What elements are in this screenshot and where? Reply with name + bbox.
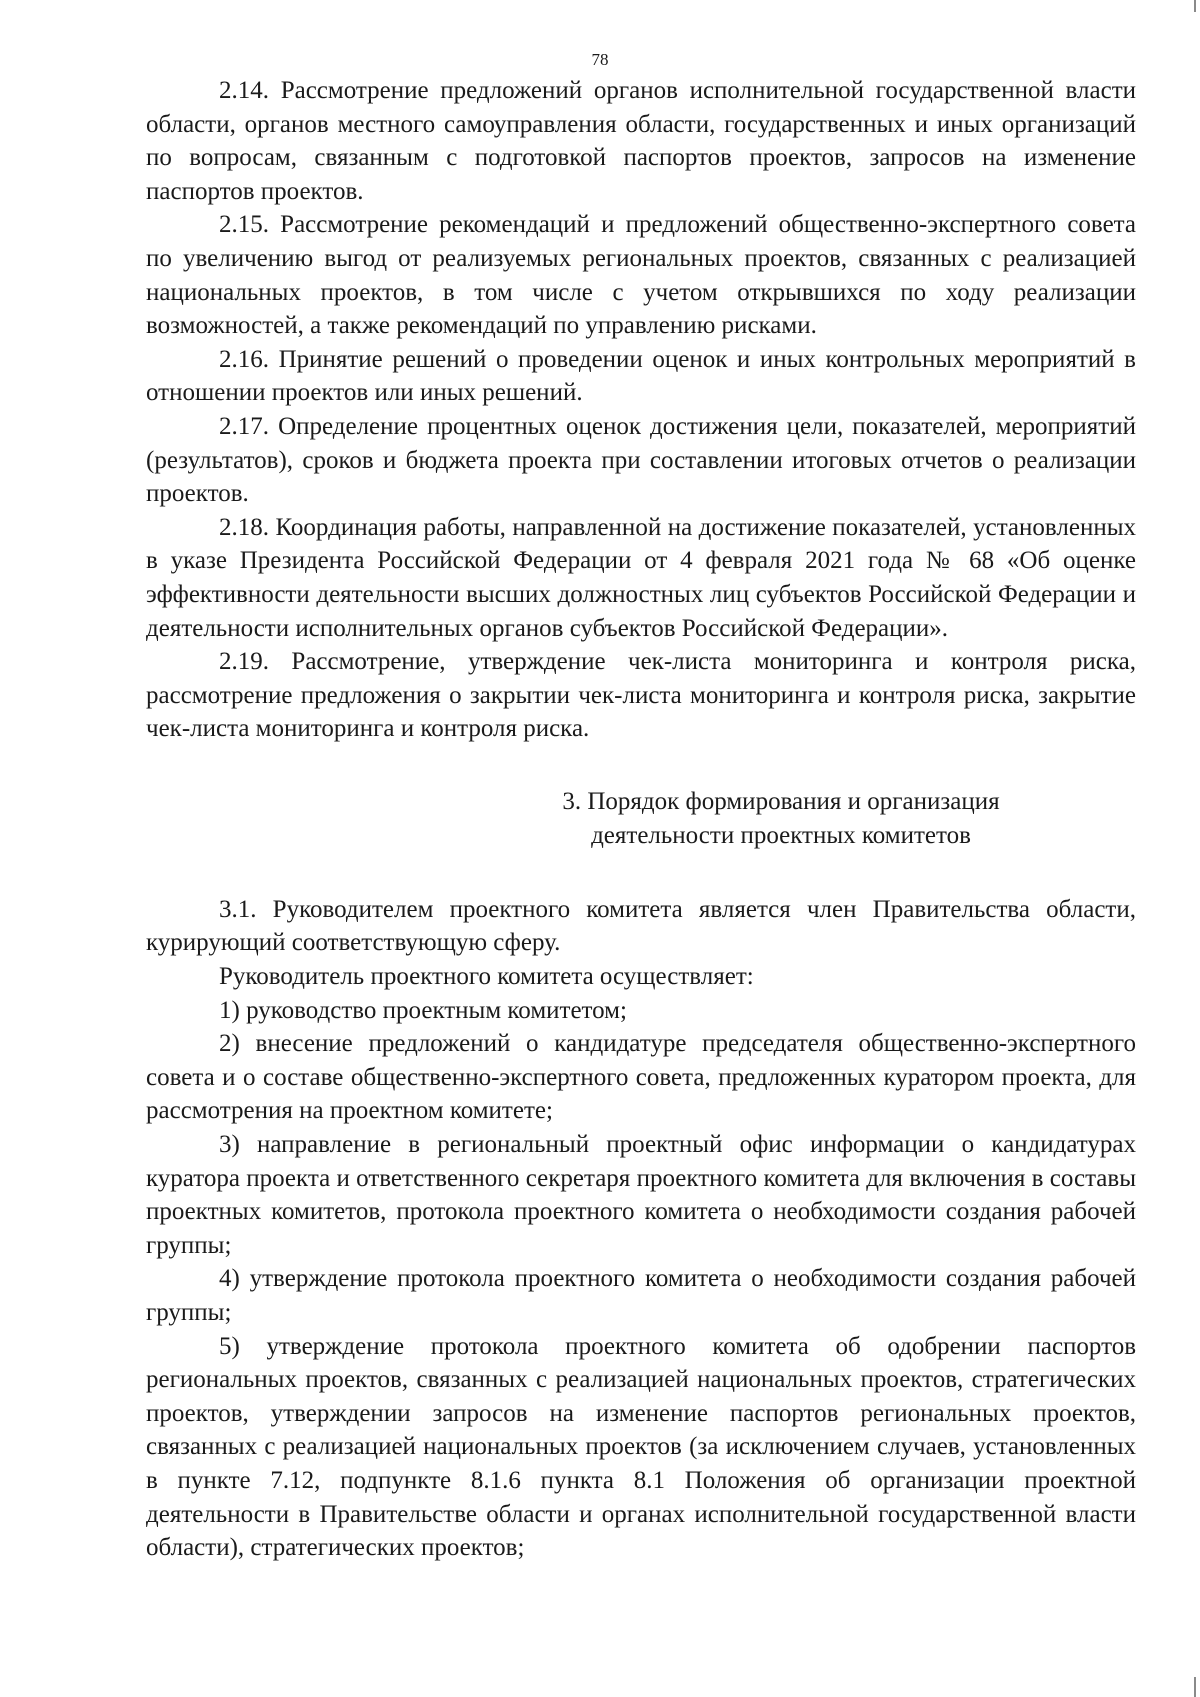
document-body [146, 74, 1136, 1565]
paragraph-2-19: 2.19. Рассмотрение, утверждение чек-листа мониторинга и контроля риска, рассмотрение предложения о закрытии чек-листа мониторинга и контроля риска, закрытие чек-листа мониторинга и контроля риска. [146, 648, 1136, 743]
scan-edge-mark-bottom [1194, 1677, 1196, 1697]
list-item-4: 4) утверждение протокола проектного комитета о необходимости создания рабочей группы; [146, 1265, 1136, 1326]
section-heading-line-2: деятельности проектных комитетов [591, 821, 971, 849]
paragraph-3-1: 3.1. Руководителем проектного комитета является член Правительства области, курирующий соответствующую сферу. [146, 895, 1136, 957]
list-item-5: 5) утверждение протокола проектного комитета об одобрении паспортов региональных проектов, связанных с реализацией национальных проектов, стратегических проектов, утверждении запросов на изменение паспортов региональных проектов, связанных с реализацией национальных проектов (за исключением случаев, установленных в пункте 7.12, подпункте 8.1.6 пункта 8.1 Положения об организации проектной деятельности в Правительстве области и органах исполнительной государственной власти области), стратегических проектов; [146, 1332, 1136, 1562]
page-number: 78 [591, 50, 609, 69]
paragraph-2-15: 2.15. Рассмотрение рекомендаций и предложений общественно-экспертного совета по увеличению выгод от реализуемых региональных проектов, связанных с реализацией национальных проектов, в том числе с учетом открывшихся по ходу реализации возможностей, а также рекомендаций по управлению рисками. [146, 211, 1136, 340]
list-item-1: 1) руководство проектным комитетом; [219, 996, 627, 1024]
paragraph-2-16: 2.16. Принятие решений о проведении оценок и иных контрольных мероприятий в отношении проектов или иных решений. [146, 345, 1136, 407]
list-item-2: 2) внесение предложений о кандидатуре председателя общественно-экспертного совета и о составе общественно-экспертного совета, предложенных куратором проекта, для рассмотрения на проектном комитете; [146, 1030, 1136, 1125]
scan-edge-mark-top [1194, 0, 1196, 12]
paragraph-2-18: 2.18. Координация работы, направленной на достижение показателей, установленных в указе Президента Российской Федерации от 4 февраля 2021 года № 68 «Об оценке эффективности деятельности высших должностных лиц субъектов Российской Федерации и деятельности исполнительных органов субъектов Российской Федерации». [146, 513, 1136, 642]
list-item-3: 3) направление в региональный проектный офис информации о кандидатурах куратора проекта и ответственного секретаря проектного комитета для включения в составы проектных комитетов, протокола проектного комитета о необходимости создания рабочей группы; [146, 1131, 1136, 1259]
paragraph-2-17: 2.17. Определение процентных оценок достижения цели, показателей, мероприятий (результатов), сроков и бюджета проекта при составлении итоговых отчетов о реализации проектов. [146, 412, 1136, 508]
paragraph-duties-intro: Руководитель проектного комитета осуществляет: [219, 963, 754, 991]
section-heading [146, 785, 1136, 853]
section-heading-line-1: 3. Порядок формирования и организация [562, 787, 1000, 815]
paragraph-2-14: 2.14. Рассмотрение предложений органов исполнительной государственной власти области, органов местного самоуправления области, государственных и иных организаций по вопросам, связанным с подготовкой паспортов проектов, запросов на изменение паспортов проектов. [146, 77, 1136, 205]
